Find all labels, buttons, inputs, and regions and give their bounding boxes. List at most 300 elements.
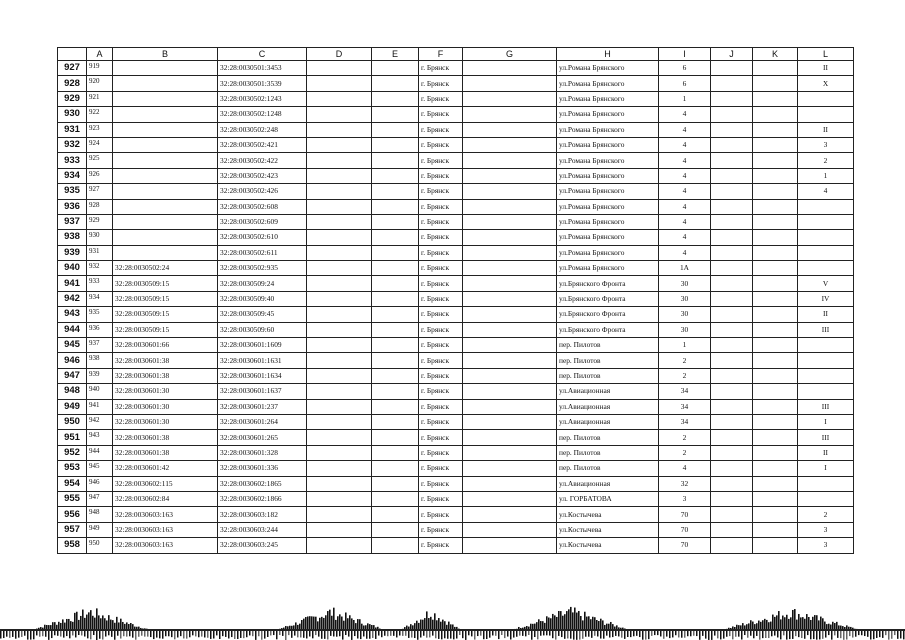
cell-l[interactable] bbox=[798, 384, 854, 399]
cell-a[interactable]: 946 bbox=[87, 476, 113, 491]
column-header-b[interactable]: B bbox=[113, 48, 218, 61]
cell-i[interactable]: 32 bbox=[659, 476, 711, 491]
row-number[interactable]: 928 bbox=[58, 76, 87, 91]
cell-a[interactable]: 929 bbox=[87, 214, 113, 229]
cell-a[interactable]: 922 bbox=[87, 107, 113, 122]
cell-d[interactable] bbox=[307, 153, 372, 168]
cell-h[interactable]: пер. Пилотов bbox=[557, 461, 659, 476]
row-number[interactable]: 949 bbox=[58, 399, 87, 414]
cell-j[interactable] bbox=[711, 538, 753, 553]
cell-h[interactable]: ул.Романа Брянского bbox=[557, 137, 659, 152]
cell-h[interactable]: ул.Романа Брянского bbox=[557, 199, 659, 214]
cell-c[interactable]: 32:28:0030502:1243 bbox=[218, 91, 307, 106]
cell-b[interactable]: 32:28:0030603:163 bbox=[113, 507, 218, 522]
row-number[interactable]: 951 bbox=[58, 430, 87, 445]
row-number[interactable]: 939 bbox=[58, 245, 87, 260]
cell-e[interactable] bbox=[372, 245, 419, 260]
cell-g[interactable] bbox=[463, 353, 557, 368]
cell-j[interactable] bbox=[711, 230, 753, 245]
cell-i[interactable]: 1 bbox=[659, 338, 711, 353]
cell-b[interactable] bbox=[113, 137, 218, 152]
cell-e[interactable] bbox=[372, 168, 419, 183]
cell-i[interactable]: 1А bbox=[659, 261, 711, 276]
cell-i[interactable]: 70 bbox=[659, 522, 711, 537]
cell-j[interactable] bbox=[711, 122, 753, 137]
cell-l[interactable] bbox=[798, 214, 854, 229]
cell-k[interactable] bbox=[753, 153, 798, 168]
cell-g[interactable] bbox=[463, 322, 557, 337]
cell-j[interactable] bbox=[711, 338, 753, 353]
cell-k[interactable] bbox=[753, 507, 798, 522]
cell-c[interactable]: 32:28:0030601:265 bbox=[218, 430, 307, 445]
cell-c[interactable]: 32:28:0030502:608 bbox=[218, 199, 307, 214]
cell-a[interactable]: 927 bbox=[87, 184, 113, 199]
cell-b[interactable]: 32:28:0030601:38 bbox=[113, 430, 218, 445]
cell-c[interactable]: 32:28:0030601:1631 bbox=[218, 353, 307, 368]
cell-i[interactable]: 4 bbox=[659, 230, 711, 245]
cell-f[interactable]: г. Брянск bbox=[419, 399, 463, 414]
row-number[interactable]: 957 bbox=[58, 522, 87, 537]
cell-a[interactable]: 933 bbox=[87, 276, 113, 291]
cell-d[interactable] bbox=[307, 137, 372, 152]
cell-l[interactable]: 4 bbox=[798, 184, 854, 199]
cell-h[interactable]: ул. ГОРБАТОВА bbox=[557, 491, 659, 506]
cell-g[interactable] bbox=[463, 522, 557, 537]
cell-j[interactable] bbox=[711, 322, 753, 337]
cell-c[interactable]: 32:28:0030509:40 bbox=[218, 291, 307, 306]
cell-c[interactable]: 32:28:0030601:1637 bbox=[218, 384, 307, 399]
cell-h[interactable]: ул.Романа Брянского bbox=[557, 61, 659, 76]
cell-c[interactable]: 32:28:0030502:421 bbox=[218, 137, 307, 152]
cell-k[interactable] bbox=[753, 122, 798, 137]
cell-a[interactable]: 926 bbox=[87, 168, 113, 183]
cell-j[interactable] bbox=[711, 461, 753, 476]
cell-k[interactable] bbox=[753, 368, 798, 383]
column-header-c[interactable]: C bbox=[218, 48, 307, 61]
cell-f[interactable]: г. Брянск bbox=[419, 491, 463, 506]
cell-j[interactable] bbox=[711, 214, 753, 229]
cell-i[interactable]: 4 bbox=[659, 107, 711, 122]
cell-a[interactable]: 943 bbox=[87, 430, 113, 445]
cell-h[interactable]: пер. Пилотов bbox=[557, 338, 659, 353]
cell-a[interactable]: 923 bbox=[87, 122, 113, 137]
cell-d[interactable] bbox=[307, 445, 372, 460]
cell-g[interactable] bbox=[463, 230, 557, 245]
cell-g[interactable] bbox=[463, 153, 557, 168]
cell-b[interactable] bbox=[113, 214, 218, 229]
cell-g[interactable] bbox=[463, 61, 557, 76]
cell-g[interactable] bbox=[463, 91, 557, 106]
cell-h[interactable]: пер. Пилотов bbox=[557, 430, 659, 445]
cell-k[interactable] bbox=[753, 414, 798, 429]
cell-g[interactable] bbox=[463, 491, 557, 506]
cell-f[interactable]: г. Брянск bbox=[419, 214, 463, 229]
cell-l[interactable] bbox=[798, 353, 854, 368]
cell-k[interactable] bbox=[753, 107, 798, 122]
cell-h[interactable]: ул.Романа Брянского bbox=[557, 122, 659, 137]
cell-f[interactable]: г. Брянск bbox=[419, 184, 463, 199]
cell-c[interactable]: 32:28:0030502:426 bbox=[218, 184, 307, 199]
column-header-l[interactable]: L bbox=[798, 48, 854, 61]
cell-d[interactable] bbox=[307, 230, 372, 245]
cell-f[interactable]: г. Брянск bbox=[419, 276, 463, 291]
cell-i[interactable]: 34 bbox=[659, 414, 711, 429]
cell-c[interactable]: 32:28:0030501:3539 bbox=[218, 76, 307, 91]
cell-e[interactable] bbox=[372, 137, 419, 152]
cell-e[interactable] bbox=[372, 368, 419, 383]
cell-k[interactable] bbox=[753, 199, 798, 214]
cell-g[interactable] bbox=[463, 507, 557, 522]
cell-f[interactable]: г. Брянск bbox=[419, 445, 463, 460]
cell-c[interactable]: 32:28:0030502:610 bbox=[218, 230, 307, 245]
cell-f[interactable]: г. Брянск bbox=[419, 153, 463, 168]
cell-e[interactable] bbox=[372, 61, 419, 76]
cell-d[interactable] bbox=[307, 122, 372, 137]
cell-g[interactable] bbox=[463, 307, 557, 322]
cell-i[interactable]: 34 bbox=[659, 399, 711, 414]
cell-c[interactable]: 32:28:0030601:1634 bbox=[218, 368, 307, 383]
cell-k[interactable] bbox=[753, 538, 798, 553]
cell-g[interactable] bbox=[463, 245, 557, 260]
cell-i[interactable]: 4 bbox=[659, 153, 711, 168]
cell-b[interactable]: 32:28:0030601:42 bbox=[113, 461, 218, 476]
cell-g[interactable] bbox=[463, 368, 557, 383]
cell-b[interactable] bbox=[113, 76, 218, 91]
cell-l[interactable]: 3 bbox=[798, 522, 854, 537]
cell-e[interactable] bbox=[372, 399, 419, 414]
row-number[interactable]: 944 bbox=[58, 322, 87, 337]
cell-f[interactable]: г. Брянск bbox=[419, 476, 463, 491]
row-number[interactable]: 942 bbox=[58, 291, 87, 306]
cell-h[interactable]: ул.Романа Брянского bbox=[557, 261, 659, 276]
cell-c[interactable]: 32:28:0030602:1865 bbox=[218, 476, 307, 491]
cell-k[interactable] bbox=[753, 430, 798, 445]
cell-d[interactable] bbox=[307, 522, 372, 537]
cell-k[interactable] bbox=[753, 399, 798, 414]
cell-h[interactable]: ул.Романа Брянского bbox=[557, 214, 659, 229]
cell-c[interactable]: 32:28:0030509:24 bbox=[218, 276, 307, 291]
cell-g[interactable] bbox=[463, 414, 557, 429]
cell-h[interactable]: ул.Романа Брянского bbox=[557, 230, 659, 245]
cell-c[interactable]: 32:28:0030502:1248 bbox=[218, 107, 307, 122]
column-header-f[interactable]: F bbox=[419, 48, 463, 61]
cell-b[interactable]: 32:28:0030603:163 bbox=[113, 522, 218, 537]
cell-j[interactable] bbox=[711, 137, 753, 152]
cell-e[interactable] bbox=[372, 261, 419, 276]
cell-c[interactable]: 32:28:0030603:245 bbox=[218, 538, 307, 553]
cell-d[interactable] bbox=[307, 384, 372, 399]
cell-j[interactable] bbox=[711, 199, 753, 214]
cell-a[interactable]: 944 bbox=[87, 445, 113, 460]
cell-h[interactable]: ул.Романа Брянского bbox=[557, 168, 659, 183]
cell-e[interactable] bbox=[372, 91, 419, 106]
column-header-e[interactable]: E bbox=[372, 48, 419, 61]
cell-j[interactable] bbox=[711, 368, 753, 383]
cell-b[interactable]: 32:28:0030509:15 bbox=[113, 291, 218, 306]
cell-a[interactable]: 928 bbox=[87, 199, 113, 214]
cell-i[interactable]: 4 bbox=[659, 461, 711, 476]
cell-c[interactable]: 32:28:0030502:423 bbox=[218, 168, 307, 183]
cell-k[interactable] bbox=[753, 261, 798, 276]
cell-a[interactable]: 938 bbox=[87, 353, 113, 368]
cell-a[interactable]: 937 bbox=[87, 338, 113, 353]
cell-c[interactable]: 32:28:0030601:264 bbox=[218, 414, 307, 429]
row-number[interactable]: 933 bbox=[58, 153, 87, 168]
cell-b[interactable] bbox=[113, 245, 218, 260]
cell-f[interactable]: г. Брянск bbox=[419, 137, 463, 152]
cell-a[interactable]: 919 bbox=[87, 61, 113, 76]
cell-e[interactable] bbox=[372, 199, 419, 214]
cell-d[interactable] bbox=[307, 476, 372, 491]
cell-a[interactable]: 941 bbox=[87, 399, 113, 414]
cell-a[interactable]: 940 bbox=[87, 384, 113, 399]
cell-d[interactable] bbox=[307, 245, 372, 260]
row-number[interactable]: 938 bbox=[58, 230, 87, 245]
cell-d[interactable] bbox=[307, 291, 372, 306]
cell-e[interactable] bbox=[372, 414, 419, 429]
cell-e[interactable] bbox=[372, 353, 419, 368]
cell-e[interactable] bbox=[372, 230, 419, 245]
row-number[interactable]: 932 bbox=[58, 137, 87, 152]
cell-k[interactable] bbox=[753, 445, 798, 460]
cell-e[interactable] bbox=[372, 538, 419, 553]
cell-b[interactable]: 32:28:0030509:15 bbox=[113, 307, 218, 322]
row-number[interactable]: 929 bbox=[58, 91, 87, 106]
cell-a[interactable]: 920 bbox=[87, 76, 113, 91]
cell-l[interactable]: 3 bbox=[798, 137, 854, 152]
cell-l[interactable] bbox=[798, 230, 854, 245]
cell-h[interactable]: ул.Авиационная bbox=[557, 414, 659, 429]
cell-l[interactable] bbox=[798, 91, 854, 106]
cell-i[interactable]: 4 bbox=[659, 137, 711, 152]
cell-f[interactable]: г. Брянск bbox=[419, 338, 463, 353]
cell-b[interactable] bbox=[113, 153, 218, 168]
cell-e[interactable] bbox=[372, 322, 419, 337]
cell-g[interactable] bbox=[463, 384, 557, 399]
cell-a[interactable]: 921 bbox=[87, 91, 113, 106]
column-header-j[interactable]: J bbox=[711, 48, 753, 61]
cell-d[interactable] bbox=[307, 261, 372, 276]
cell-d[interactable] bbox=[307, 214, 372, 229]
column-header-i[interactable]: I bbox=[659, 48, 711, 61]
cell-e[interactable] bbox=[372, 214, 419, 229]
cell-j[interactable] bbox=[711, 445, 753, 460]
cell-g[interactable] bbox=[463, 538, 557, 553]
cell-j[interactable] bbox=[711, 507, 753, 522]
cell-b[interactable]: 32:28:0030601:38 bbox=[113, 368, 218, 383]
cell-b[interactable]: 32:28:0030601:30 bbox=[113, 399, 218, 414]
cell-j[interactable] bbox=[711, 76, 753, 91]
cell-a[interactable]: 950 bbox=[87, 538, 113, 553]
cell-k[interactable] bbox=[753, 137, 798, 152]
cell-l[interactable]: II bbox=[798, 445, 854, 460]
column-header-h[interactable]: H bbox=[557, 48, 659, 61]
cell-e[interactable] bbox=[372, 291, 419, 306]
cell-j[interactable] bbox=[711, 153, 753, 168]
cell-g[interactable] bbox=[463, 276, 557, 291]
cell-i[interactable]: 70 bbox=[659, 507, 711, 522]
cell-f[interactable]: г. Брянск bbox=[419, 414, 463, 429]
cell-i[interactable]: 2 bbox=[659, 353, 711, 368]
cell-j[interactable] bbox=[711, 476, 753, 491]
cell-a[interactable]: 939 bbox=[87, 368, 113, 383]
cell-l[interactable] bbox=[798, 491, 854, 506]
cell-f[interactable]: г. Брянск bbox=[419, 291, 463, 306]
cell-i[interactable]: 70 bbox=[659, 538, 711, 553]
row-number[interactable]: 946 bbox=[58, 353, 87, 368]
cell-h[interactable]: ул.Романа Брянского bbox=[557, 91, 659, 106]
cell-k[interactable] bbox=[753, 307, 798, 322]
cell-d[interactable] bbox=[307, 507, 372, 522]
cell-h[interactable]: ул.Романа Брянского bbox=[557, 76, 659, 91]
cell-i[interactable]: 4 bbox=[659, 245, 711, 260]
row-number[interactable]: 930 bbox=[58, 107, 87, 122]
cell-c[interactable]: 32:28:0030502:611 bbox=[218, 245, 307, 260]
cell-l[interactable] bbox=[798, 107, 854, 122]
cell-d[interactable] bbox=[307, 107, 372, 122]
cell-f[interactable]: г. Брянск bbox=[419, 522, 463, 537]
cell-f[interactable]: г. Брянск bbox=[419, 91, 463, 106]
cell-i[interactable]: 4 bbox=[659, 184, 711, 199]
cell-c[interactable]: 32:28:0030601:1609 bbox=[218, 338, 307, 353]
cell-e[interactable] bbox=[372, 491, 419, 506]
cell-g[interactable] bbox=[463, 291, 557, 306]
cell-h[interactable]: ул.Костычева bbox=[557, 522, 659, 537]
cell-c[interactable]: 32:28:0030502:248 bbox=[218, 122, 307, 137]
cell-k[interactable] bbox=[753, 184, 798, 199]
cell-l[interactable] bbox=[798, 245, 854, 260]
cell-j[interactable] bbox=[711, 307, 753, 322]
cell-j[interactable] bbox=[711, 107, 753, 122]
cell-g[interactable] bbox=[463, 199, 557, 214]
cell-g[interactable] bbox=[463, 399, 557, 414]
cell-g[interactable] bbox=[463, 122, 557, 137]
cell-l[interactable]: I bbox=[798, 414, 854, 429]
cell-f[interactable]: г. Брянск bbox=[419, 507, 463, 522]
row-number[interactable]: 952 bbox=[58, 445, 87, 460]
cell-b[interactable] bbox=[113, 230, 218, 245]
cell-b[interactable]: 32:28:0030502:24 bbox=[113, 261, 218, 276]
cell-j[interactable] bbox=[711, 491, 753, 506]
cell-e[interactable] bbox=[372, 461, 419, 476]
cell-i[interactable]: 2 bbox=[659, 445, 711, 460]
cell-d[interactable] bbox=[307, 91, 372, 106]
row-number[interactable]: 931 bbox=[58, 122, 87, 137]
cell-i[interactable]: 30 bbox=[659, 291, 711, 306]
cell-j[interactable] bbox=[711, 61, 753, 76]
cell-a[interactable]: 925 bbox=[87, 153, 113, 168]
cell-g[interactable] bbox=[463, 107, 557, 122]
cell-h[interactable]: ул.Костычева bbox=[557, 538, 659, 553]
cell-j[interactable] bbox=[711, 384, 753, 399]
cell-d[interactable] bbox=[307, 338, 372, 353]
cell-j[interactable] bbox=[711, 430, 753, 445]
cell-k[interactable] bbox=[753, 522, 798, 537]
cell-b[interactable]: 32:28:0030601:38 bbox=[113, 353, 218, 368]
cell-l[interactable]: X bbox=[798, 76, 854, 91]
cell-i[interactable]: 30 bbox=[659, 322, 711, 337]
cell-i[interactable]: 30 bbox=[659, 276, 711, 291]
cell-b[interactable]: 32:28:0030509:15 bbox=[113, 322, 218, 337]
cell-l[interactable] bbox=[798, 476, 854, 491]
cell-k[interactable] bbox=[753, 214, 798, 229]
cell-f[interactable]: г. Брянск bbox=[419, 230, 463, 245]
cell-k[interactable] bbox=[753, 322, 798, 337]
cell-a[interactable]: 942 bbox=[87, 414, 113, 429]
cell-e[interactable] bbox=[372, 153, 419, 168]
cell-j[interactable] bbox=[711, 168, 753, 183]
cell-e[interactable] bbox=[372, 184, 419, 199]
cell-a[interactable]: 934 bbox=[87, 291, 113, 306]
cell-e[interactable] bbox=[372, 338, 419, 353]
cell-l[interactable]: I bbox=[798, 461, 854, 476]
cell-d[interactable] bbox=[307, 399, 372, 414]
row-number[interactable]: 947 bbox=[58, 368, 87, 383]
cell-i[interactable]: 6 bbox=[659, 76, 711, 91]
cell-d[interactable] bbox=[307, 461, 372, 476]
cell-h[interactable]: пер. Пилотов bbox=[557, 368, 659, 383]
cell-b[interactable]: 32:28:0030603:163 bbox=[113, 538, 218, 553]
cell-j[interactable] bbox=[711, 276, 753, 291]
cell-g[interactable] bbox=[463, 137, 557, 152]
cell-b[interactable]: 32:28:0030509:15 bbox=[113, 276, 218, 291]
cell-j[interactable] bbox=[711, 261, 753, 276]
cell-e[interactable] bbox=[372, 76, 419, 91]
cell-b[interactable] bbox=[113, 199, 218, 214]
cell-f[interactable]: г. Брянск bbox=[419, 168, 463, 183]
cell-k[interactable] bbox=[753, 491, 798, 506]
cell-b[interactable]: 32:28:0030601:30 bbox=[113, 414, 218, 429]
cell-f[interactable]: г. Брянск bbox=[419, 245, 463, 260]
row-number[interactable]: 941 bbox=[58, 276, 87, 291]
cell-f[interactable]: г. Брянск bbox=[419, 384, 463, 399]
cell-g[interactable] bbox=[463, 184, 557, 199]
cell-k[interactable] bbox=[753, 476, 798, 491]
cell-j[interactable] bbox=[711, 399, 753, 414]
cell-c[interactable]: 32:28:0030509:60 bbox=[218, 322, 307, 337]
cell-l[interactable] bbox=[798, 368, 854, 383]
cell-l[interactable]: IV bbox=[798, 291, 854, 306]
cell-f[interactable]: г. Брянск bbox=[419, 199, 463, 214]
cell-l[interactable]: III bbox=[798, 430, 854, 445]
cell-f[interactable]: г. Брянск bbox=[419, 430, 463, 445]
cell-c[interactable]: 32:28:0030509:45 bbox=[218, 307, 307, 322]
cell-a[interactable]: 947 bbox=[87, 491, 113, 506]
cell-b[interactable] bbox=[113, 168, 218, 183]
cell-h[interactable]: ул.Романа Брянского bbox=[557, 184, 659, 199]
cell-l[interactable]: V bbox=[798, 276, 854, 291]
cell-e[interactable] bbox=[372, 430, 419, 445]
cell-i[interactable]: 3 bbox=[659, 491, 711, 506]
column-header-d[interactable]: D bbox=[307, 48, 372, 61]
cell-b[interactable]: 32:28:0030601:30 bbox=[113, 384, 218, 399]
cell-h[interactable]: ул.Брянского Фронта bbox=[557, 291, 659, 306]
cell-k[interactable] bbox=[753, 76, 798, 91]
cell-k[interactable] bbox=[753, 353, 798, 368]
cell-i[interactable]: 4 bbox=[659, 199, 711, 214]
cell-k[interactable] bbox=[753, 245, 798, 260]
cell-e[interactable] bbox=[372, 107, 419, 122]
cell-g[interactable] bbox=[463, 445, 557, 460]
cell-l[interactable]: 2 bbox=[798, 153, 854, 168]
cell-i[interactable]: 1 bbox=[659, 91, 711, 106]
cell-f[interactable]: г. Брянск bbox=[419, 461, 463, 476]
cell-b[interactable] bbox=[113, 91, 218, 106]
cell-f[interactable]: г. Брянск bbox=[419, 107, 463, 122]
cell-g[interactable] bbox=[463, 214, 557, 229]
cell-k[interactable] bbox=[753, 230, 798, 245]
cell-e[interactable] bbox=[372, 384, 419, 399]
